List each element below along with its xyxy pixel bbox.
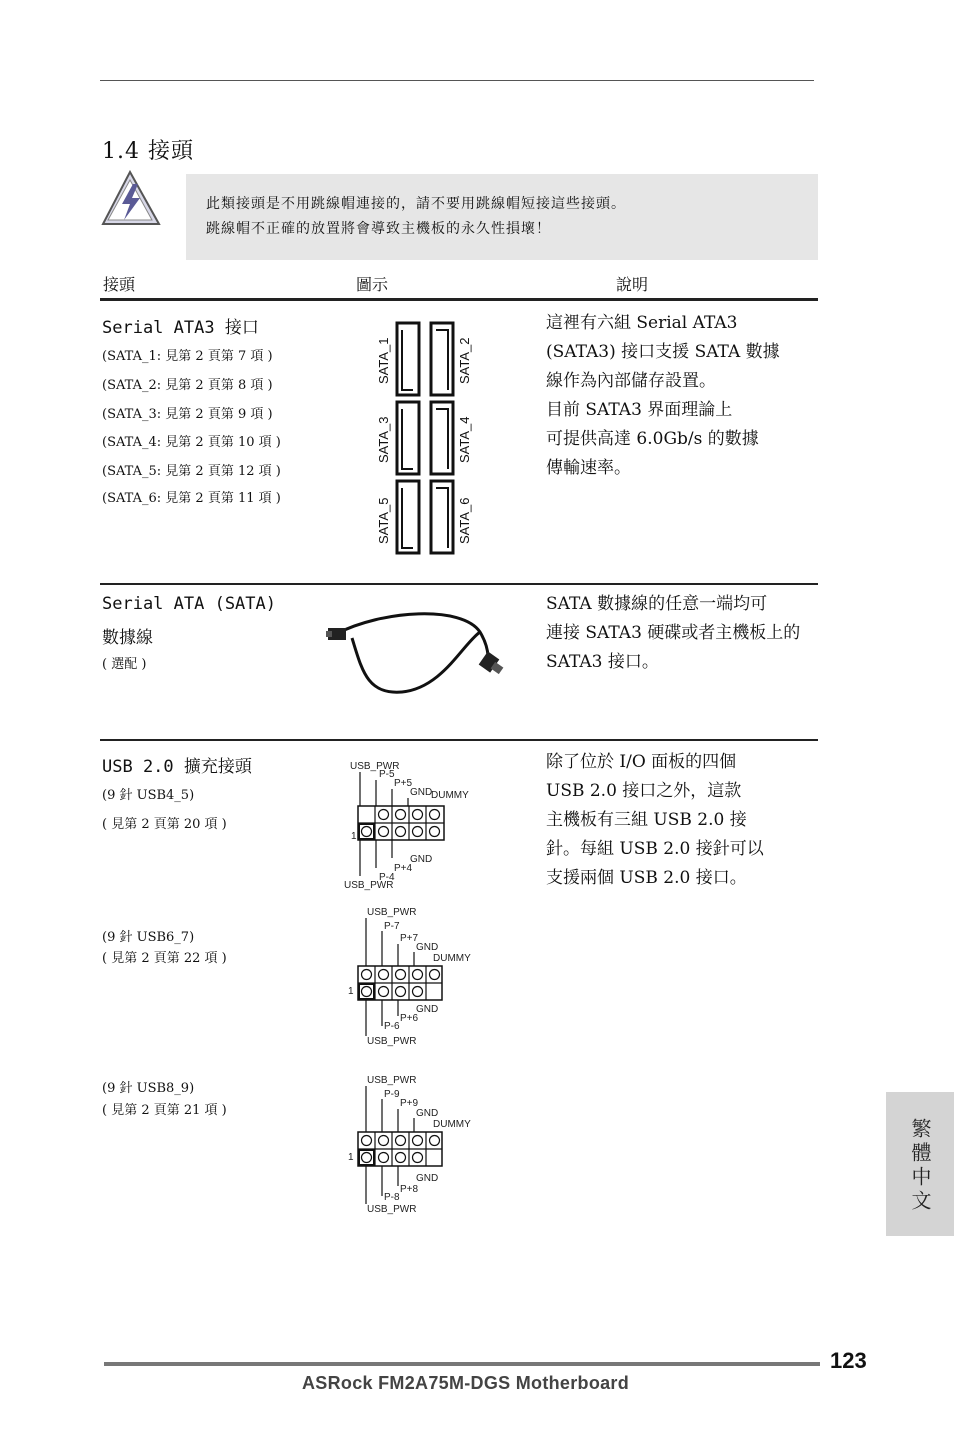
d3-p-plus-top: P+9 (400, 1098, 419, 1109)
d3-p-minus-bot: P-8 (384, 1192, 400, 1203)
sata-cable-desc-line-1: SATA 數據線的任意一端均可 (546, 594, 768, 614)
d3-dummy: DUMMY (433, 1119, 471, 1130)
sata3-desc-line-3: 線作為內部儲存設置。 (546, 371, 716, 391)
d3-p-minus-top: P-9 (384, 1089, 400, 1100)
header-connector: 接頭 (103, 275, 136, 294)
d2-gnd-bot: GND (416, 1004, 439, 1015)
d2-usb-pwr-bot: USB_PWR (367, 1036, 417, 1047)
sata3-desc (546, 309, 780, 483)
d3-gnd-top: GND (416, 1108, 439, 1119)
usb-header-diagram-3 (344, 1072, 484, 1216)
divider-usb (100, 739, 818, 741)
sata3-desc-line-5: 可提供高達 6.0Gb/s 的數據 (546, 429, 759, 449)
d2-p-plus-top: P+7 (400, 933, 419, 944)
d2-p-plus-bot: P+6 (400, 1013, 419, 1024)
d2-gnd-top: GND (416, 942, 439, 953)
header-diagram: 圖示 (356, 275, 389, 294)
sata-cable-note: ( 選配 ) (102, 657, 147, 672)
sata-cable-desc-line-2: 連接 SATA3 硬碟或者主機板上的 (546, 623, 801, 643)
usb-desc-line-2: USB 2.0 接口之外，這款 (546, 781, 742, 801)
header-rule (100, 298, 818, 301)
sata-label-4: SATA_4 (457, 416, 472, 463)
d1-gnd-bot: GND (410, 854, 433, 865)
usb-h1-ref: ( 見第 2 頁第 20 項 ) (102, 817, 227, 832)
d3-p-plus-bot: P+8 (400, 1184, 419, 1195)
sata-label-1: SATA_1 (376, 337, 391, 384)
d3-usb-pwr-bot: USB_PWR (367, 1204, 417, 1215)
footer-product-name: ASRock FM2A75M-DGS Motherboard (302, 1373, 630, 1393)
sata-label-3: SATA_3 (376, 416, 391, 463)
d1-usb-pwr-bot: USB_PWR (344, 880, 394, 891)
language-tab-label: 繁體中文 (908, 1118, 932, 1214)
usb-desc (546, 748, 764, 893)
d1-gnd-top: GND (410, 787, 433, 798)
page-number: 123 (830, 1348, 867, 1373)
usb-desc-line-1: 除了位於 I/O 面板的四個 (546, 752, 737, 772)
usb-h2-pins: (9 針 USB6_7) (102, 930, 195, 945)
d3-gnd-bot: GND (416, 1173, 439, 1184)
sata3-desc-line-4: 目前 SATA3 界面理論上 (546, 400, 733, 420)
sata3-item-5: (SATA_5: 見第 2 頁第 12 項 ) (102, 464, 281, 479)
d2-usb-pwr-top: USB_PWR (367, 907, 417, 918)
warning-line-1: 此類接頭是不用跳線帽連接的，請不要用跳線帽短接這些接頭。 (206, 196, 626, 212)
sata3-title: Serial ATA3 接口 (102, 318, 259, 338)
divider-sata-cable (100, 583, 818, 585)
d1-usb-pwr-top: USB_PWR (350, 761, 400, 772)
d1-p-minus-bot: P-4 (379, 872, 395, 883)
d2-dummy: DUMMY (433, 953, 471, 964)
d1-pin1: 1 (351, 831, 357, 842)
warning-box (186, 174, 818, 260)
sata-ports-diagram (370, 318, 480, 558)
sata3-desc-line-1: 這裡有六組 Serial ATA3 (546, 313, 738, 333)
usb-title: USB 2.0 擴充接頭 (102, 757, 252, 777)
d2-pin1: 1 (348, 986, 354, 997)
sata3-item-6: (SATA_6: 見第 2 頁第 11 項 ) (102, 491, 281, 506)
usb-h1-pins: (9 針 USB4_5) (102, 788, 195, 803)
usb-h3-pins: (9 針 USB8_9) (102, 1081, 195, 1096)
sata3-item-2: (SATA_2: 見第 2 頁第 8 項 ) (102, 378, 273, 393)
usb-desc-line-4: 針。每組 USB 2.0 接針可以 (546, 839, 764, 859)
warning-icon (100, 170, 162, 228)
sata3-desc-line-6: 傳輸速率。 (546, 458, 631, 478)
d1-dummy: DUMMY (431, 790, 469, 801)
top-rule (100, 80, 814, 81)
d3-usb-pwr-top: USB_PWR (367, 1075, 417, 1086)
sata3-item-1: (SATA_1: 見第 2 頁第 7 項 ) (102, 349, 273, 364)
sata-cable-title-1: Serial ATA (SATA) (102, 594, 276, 614)
sata-cable-image (322, 600, 514, 700)
d2-p-minus-top: P-7 (384, 921, 400, 932)
d1-p-plus-bot: P+4 (394, 863, 413, 874)
d1-p-minus-top: P-5 (379, 769, 395, 780)
d1-p-plus-top: P+5 (394, 778, 413, 789)
usb-h3-ref: ( 見第 2 頁第 21 項 ) (102, 1103, 227, 1118)
usb-header-diagram-1 (340, 758, 480, 892)
sata3-desc-line-2: (SATA3) 接口支援 SATA 數據 (546, 342, 780, 362)
footer-rule (104, 1362, 820, 1366)
language-side-tab (886, 1092, 954, 1236)
sata3-item-4: (SATA_4: 見第 2 頁第 10 項 ) (102, 435, 281, 450)
usb-desc-line-5: 支援兩個 USB 2.0 接口。 (546, 868, 747, 888)
sata3-item-3: (SATA_3: 見第 2 頁第 9 項 ) (102, 407, 273, 422)
usb-desc-line-3: 主機板有三組 USB 2.0 接 (546, 810, 747, 830)
sata-label-6: SATA_6 (457, 497, 472, 544)
sata-cable-title-2: 數據線 (102, 628, 153, 648)
warning-line-2: 跳線帽不正確的放置將會導致主機板的永久性損壞！ (206, 221, 551, 237)
sata-cable-desc (546, 590, 800, 677)
d3-pin1: 1 (348, 1152, 354, 1163)
sata-cable-desc-line-3: SATA3 接口。 (546, 652, 659, 672)
d2-p-minus-bot: P-6 (384, 1021, 400, 1032)
section-title: 1.4 接頭 (102, 139, 194, 164)
header-description: 說明 (616, 275, 649, 294)
sata-label-5: SATA_5 (376, 497, 391, 544)
sata-label-2: SATA_2 (457, 337, 472, 384)
usb-h2-ref: ( 見第 2 頁第 22 項 ) (102, 951, 227, 966)
usb-header-diagram-2 (344, 904, 484, 1048)
